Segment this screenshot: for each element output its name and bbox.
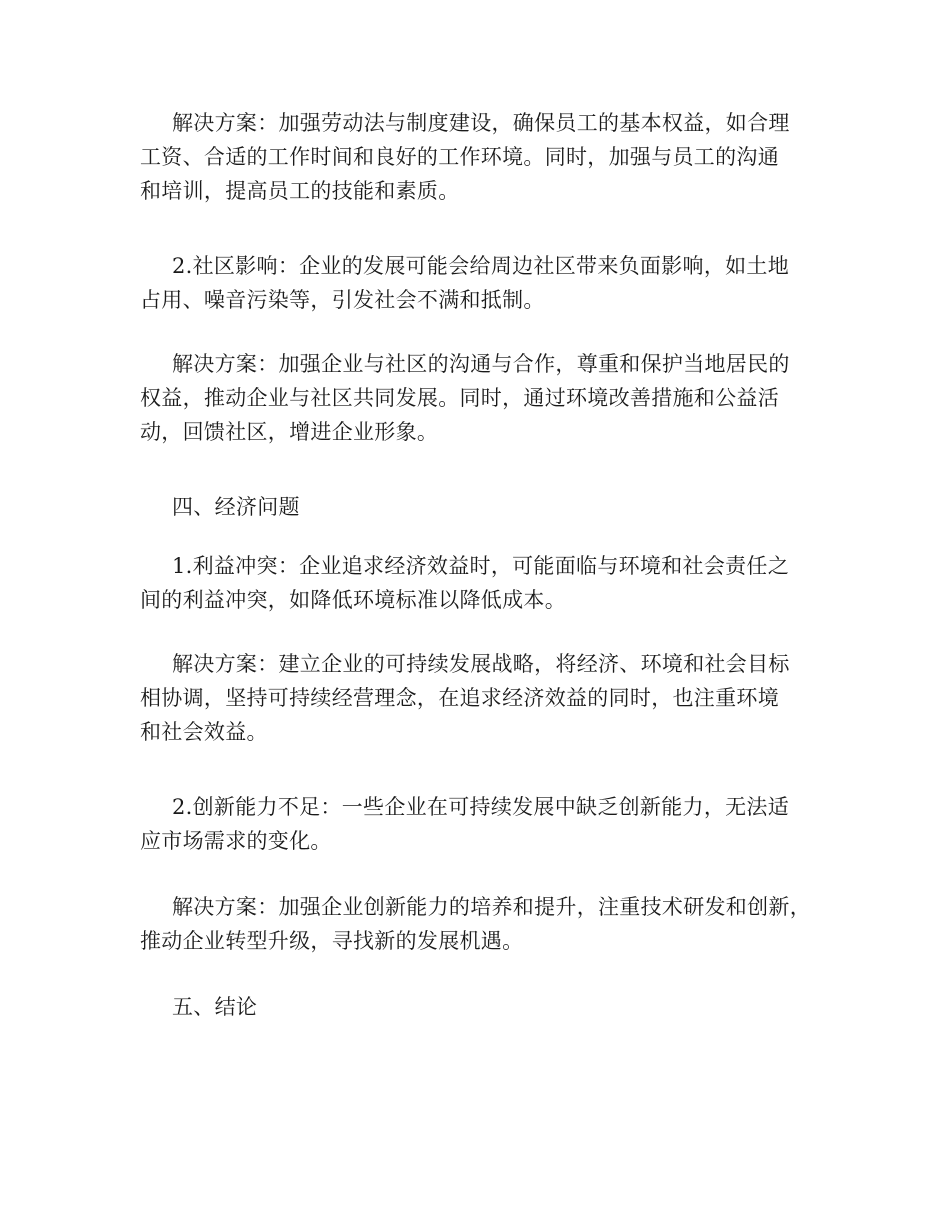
text-line: 占用、噪音污染等，引发社会不满和抵制。: [140, 288, 545, 312]
text-line: 2.社区影响：企业的发展可能会给周边社区带来负面影响，如土地: [172, 254, 790, 278]
text-line: 相协调，坚持可持续经营理念，在追求经济效益的同时，也注重环境: [140, 686, 779, 710]
text-line: 权益，推动企业与社区共同发展。同时，通过环境改善措施和公益活: [140, 386, 779, 410]
paragraph-community-impact: [140, 249, 840, 317]
text-line: 解决方案：加强企业与社区的沟通与合作，尊重和保护当地居民的: [172, 352, 790, 376]
text-line: 和社会效益。: [140, 720, 268, 744]
text-line: 工资、合适的工作时间和良好的工作环境。同时，加强与员工的沟通: [140, 145, 779, 169]
paragraph-innovation: [140, 790, 840, 858]
heading-line: 四、经济问题: [172, 495, 300, 519]
paragraph-community-solution: [140, 347, 840, 449]
text-line: 推动企业转型升级，寻找新的发展机遇。: [140, 929, 524, 953]
text-line: 应市场需求的变化。: [140, 829, 332, 853]
text-line: 解决方案：建立企业的可持续发展战略，将经济、环境和社会目标: [172, 652, 790, 676]
text-line: 间的利益冲突，如降低环境标准以降低成本。: [140, 588, 566, 612]
paragraph-innovation-solution: [140, 890, 840, 958]
section-heading-economic: [140, 490, 840, 524]
paragraph-labor-solution: [140, 106, 840, 208]
text-line: 2.创新能力不足：一些企业在可持续发展中缺乏创新能力，无法适: [172, 795, 790, 819]
text-line: 解决方案：加强企业创新能力的培养和提升，注重技术研发和创新，: [172, 895, 811, 919]
text-line: 动，回馈社区，增进企业形象。: [140, 420, 439, 444]
paragraph-interest-conflict: [140, 549, 840, 617]
text-line: 解决方案：加强劳动法与制度建设，确保员工的基本权益，如合理: [172, 111, 790, 135]
heading-line: 五、结论: [172, 995, 258, 1019]
text-line: 和培训，提高员工的技能和素质。: [140, 179, 460, 203]
paragraph-conflict-solution: [140, 647, 840, 749]
text-line: 1.利益冲突：企业追求经济效益时，可能面临与环境和社会责任之: [172, 554, 790, 578]
section-heading-conclusion: [140, 990, 840, 1024]
